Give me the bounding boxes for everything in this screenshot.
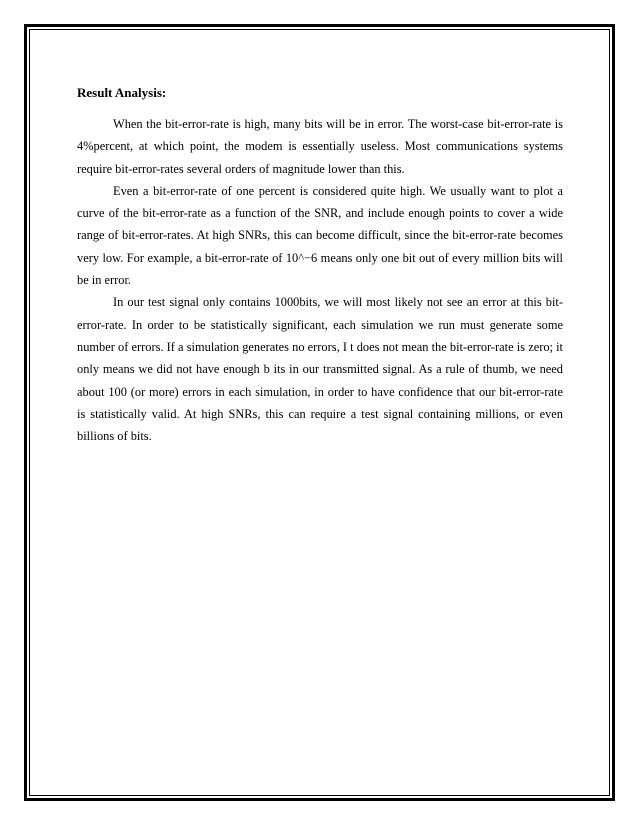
document-body — [77, 85, 563, 447]
paragraph-3: In our test signal only contains 1000bits, we will most likely not see an error at this bit-error-rate. In order to be statistically significant, each simulation we run must generate some number of errors. If a simulation generates no errors, I t does not mean the bit-error-rate is zero; it only means we did not have enough b its in our transmitted signal. As a rule of thumb, we need about 100 (or more) errors in each simulation, in order to have confidence that our bit-error-rate is statistically valid. At high SNRs, this can require a test signal containing millions, or even billions of bits. — [77, 295, 563, 444]
paragraph-2: Even a bit-error-rate of one percent is considered quite high. We usually want to plot a curve of the bit-error-rate as a function of the SNR, and include enough points to cover a wide range of bit-error-rates. At high SNRs, this can become difficult, since the bit-error-rate becomes very low. For example, a bit-error-rate of 10^−6 means only one bit out of every million bits will be in error. — [77, 183, 563, 288]
section-heading: Result Analysis: — [77, 85, 167, 100]
paragraph-1: When the bit-error-rate is high, many bits will be in error. The worst-case bit-error-rate is 4%percent, at which point, the modem is essentially useless. Most communications systems require bit-error-rates several orders of magnitude lower than this. — [77, 117, 563, 176]
